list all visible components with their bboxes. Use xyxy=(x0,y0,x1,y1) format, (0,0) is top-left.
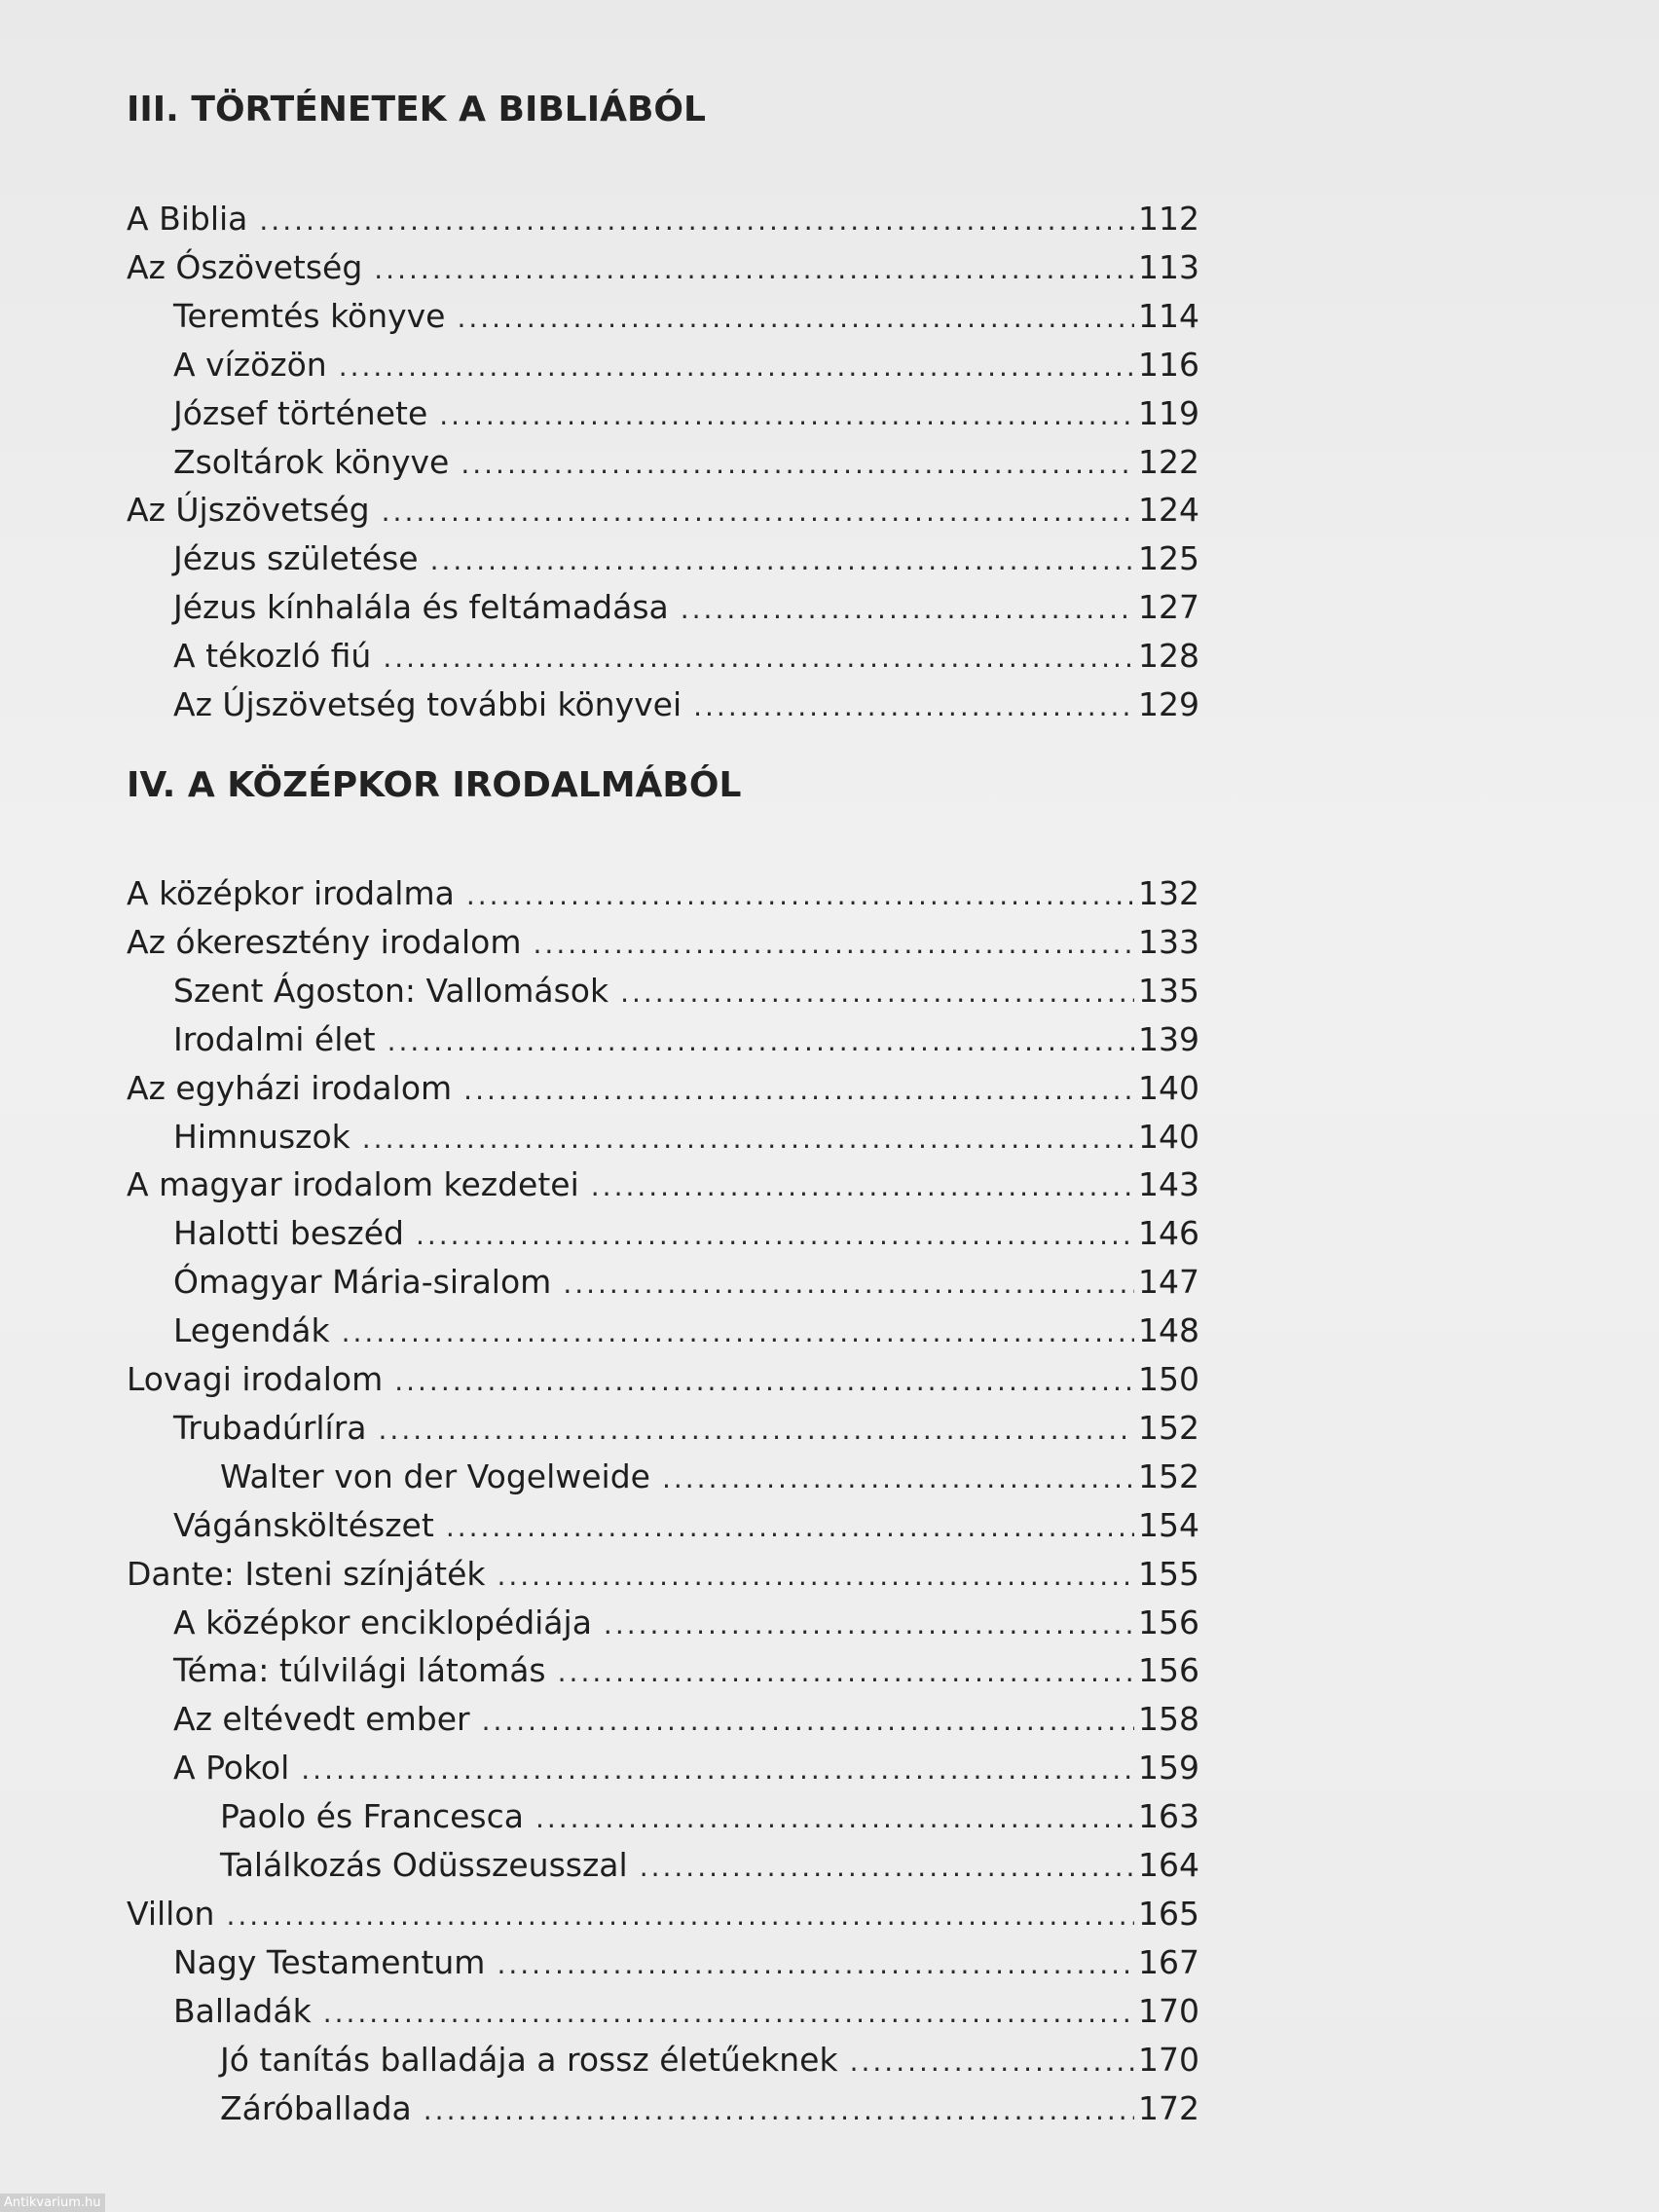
toc-entry-page: 170 xyxy=(1138,2041,1199,2079)
toc-entry-page: 125 xyxy=(1138,539,1199,577)
dot-leader xyxy=(382,496,1134,528)
toc-entry-title: Himnuszok xyxy=(173,1118,350,1156)
toc-entry-page: 156 xyxy=(1138,1604,1199,1641)
dot-leader xyxy=(640,1851,1134,1883)
toc-entry[interactable] xyxy=(173,685,1199,728)
toc-entry-page: 129 xyxy=(1138,685,1199,723)
toc-entry-page: 127 xyxy=(1138,588,1199,626)
toc-entry[interactable] xyxy=(220,1846,1199,1889)
toc-entry-page: 167 xyxy=(1138,1943,1199,1981)
toc-entry-page: 170 xyxy=(1138,1992,1199,2030)
toc-entry-page: 116 xyxy=(1138,346,1199,384)
toc-entry-page: 139 xyxy=(1138,1020,1199,1058)
toc-entry-page: 122 xyxy=(1138,443,1199,481)
toc-entry[interactable] xyxy=(220,1797,1199,1840)
toc-entry-page: 128 xyxy=(1138,637,1199,675)
toc-entry[interactable] xyxy=(127,1165,1199,1208)
toc-entry-title: Jézus kínhalála és feltámadása xyxy=(173,588,669,626)
toc-entry-page: 163 xyxy=(1138,1797,1199,1835)
toc-entry[interactable] xyxy=(173,346,1199,388)
toc-entry-title: A középkor enciklopédiája xyxy=(173,1604,592,1641)
dot-leader xyxy=(383,642,1134,674)
section-heading: III. TÖRTÉNETEK A BIBLIÁBÓL xyxy=(127,90,706,129)
toc-entry[interactable] xyxy=(127,248,1199,291)
toc-entry[interactable] xyxy=(173,1749,1199,1791)
dot-leader xyxy=(226,1899,1134,1932)
toc-entry-title: A középkor irodalma xyxy=(127,874,455,912)
dot-leader xyxy=(497,1948,1134,1980)
toc-entry-page: 147 xyxy=(1138,1263,1199,1301)
toc-entry-page: 113 xyxy=(1138,248,1199,286)
dot-leader xyxy=(461,448,1134,480)
toc-entry[interactable] xyxy=(173,1311,1199,1354)
dot-leader xyxy=(339,350,1134,383)
dot-leader xyxy=(342,1316,1134,1348)
toc-entry-page: 140 xyxy=(1138,1118,1199,1156)
toc-entry-title: Záróballada xyxy=(220,2089,412,2127)
toc-entry[interactable] xyxy=(220,2041,1199,2083)
toc-entry[interactable] xyxy=(127,1895,1199,1937)
toc-entry-page: 158 xyxy=(1138,1700,1199,1738)
dot-leader xyxy=(446,1511,1134,1543)
dot-leader xyxy=(323,1997,1134,2029)
dot-leader xyxy=(620,977,1134,1009)
toc-entry[interactable] xyxy=(127,491,1199,534)
toc-entry-title: Halotti beszéd xyxy=(173,1214,404,1252)
toc-entry-title: Trubadúrlíra xyxy=(173,1409,367,1447)
toc-entry-title: Balladák xyxy=(173,1992,312,2030)
dot-leader xyxy=(604,1608,1134,1641)
toc-entry-title: Zsoltárok könyve xyxy=(173,443,450,481)
toc-entry-title: Ómagyar Mária-siralom xyxy=(173,1263,552,1301)
toc-entry-title: Téma: túlvilági látomás xyxy=(173,1651,546,1689)
dot-leader xyxy=(424,2094,1134,2126)
toc-entry-page: 119 xyxy=(1138,394,1199,432)
toc-entry-page: 156 xyxy=(1138,1651,1199,1689)
toc-entry-title: József története xyxy=(173,394,428,432)
toc-entry-title: Jézus születése xyxy=(173,539,419,577)
toc-entry-page: 155 xyxy=(1138,1555,1199,1593)
toc-entry[interactable] xyxy=(173,539,1199,582)
toc-entry-title: Teremtés könyve xyxy=(173,297,446,335)
toc-entry-page: 164 xyxy=(1138,1846,1199,1884)
dot-leader xyxy=(466,879,1134,911)
toc-entry[interactable] xyxy=(173,443,1199,486)
toc-entry[interactable] xyxy=(173,972,1199,1014)
dot-leader xyxy=(662,1462,1134,1494)
toc-entry[interactable] xyxy=(173,394,1199,437)
toc-entry-title: A Pokol xyxy=(173,1749,290,1787)
toc-entry-title: Villon xyxy=(127,1895,215,1933)
toc-entry-title: Az ókeresztény irodalom xyxy=(127,923,522,961)
toc-entry-title: Vágánsköltészet xyxy=(173,1506,434,1544)
toc-entry[interactable] xyxy=(173,1604,1199,1646)
toc-entry[interactable] xyxy=(173,637,1199,680)
toc-entry-page: 135 xyxy=(1138,972,1199,1010)
toc-entry-page: 152 xyxy=(1138,1457,1199,1495)
toc-entry-page: 114 xyxy=(1138,297,1199,335)
toc-entry-title: Nagy Testamentum xyxy=(173,1943,486,1981)
dot-leader xyxy=(591,1170,1134,1202)
toc-entry[interactable] xyxy=(173,1409,1199,1452)
toc-entry-page: 165 xyxy=(1138,1895,1199,1933)
dot-leader xyxy=(430,544,1134,576)
toc-entry[interactable] xyxy=(127,874,1199,917)
toc-entry-title: A tékozló fiú xyxy=(173,637,372,675)
toc-entry-title: Jó tanítás balladája a rossz életűeknek xyxy=(220,2041,838,2079)
toc-entry-title: Az eltévedt ember xyxy=(173,1700,470,1738)
toc-entry[interactable] xyxy=(127,1360,1199,1403)
dot-leader xyxy=(482,1705,1134,1737)
dot-leader xyxy=(463,1074,1134,1106)
dot-leader xyxy=(681,593,1134,625)
toc-entry-title: Az Újszövetség további könyvei xyxy=(173,685,682,723)
toc-entry-title: Legendák xyxy=(173,1311,330,1349)
toc-entry[interactable] xyxy=(173,1506,1199,1549)
toc-entry-page: 148 xyxy=(1138,1311,1199,1349)
toc-entry[interactable] xyxy=(220,1457,1199,1500)
toc-entry[interactable] xyxy=(127,1555,1199,1598)
toc-entry-title: Walter von der Vogelweide xyxy=(220,1457,650,1495)
dot-leader xyxy=(850,2046,1134,2078)
toc-entry-title: A Biblia xyxy=(127,200,248,238)
toc-entry-title: Irodalmi élet xyxy=(173,1020,376,1058)
toc-entry-title: Az Újszövetség xyxy=(127,491,370,529)
toc-entry[interactable] xyxy=(173,1214,1199,1257)
toc-entry-page: 159 xyxy=(1138,1749,1199,1787)
toc-entry-page: 140 xyxy=(1138,1069,1199,1107)
toc-entry[interactable] xyxy=(173,1020,1199,1063)
toc-entry-title: A magyar irodalom kezdetei xyxy=(127,1165,579,1203)
dot-leader xyxy=(416,1219,1134,1251)
toc-entry[interactable] xyxy=(127,200,1199,242)
toc-entry-title: Az Ószövetség xyxy=(127,248,363,286)
dot-leader xyxy=(439,399,1134,431)
toc-entry-title: Szent Ágoston: Vallomások xyxy=(173,972,609,1010)
toc-entry[interactable] xyxy=(173,297,1199,340)
toc-entry[interactable] xyxy=(173,1118,1199,1161)
dot-leader xyxy=(693,690,1134,722)
dot-leader xyxy=(497,1560,1134,1592)
dot-leader xyxy=(457,302,1134,334)
toc-entry-title: Találkozás Odüsszeusszal xyxy=(220,1846,628,1884)
dot-leader xyxy=(362,1123,1134,1155)
dot-leader xyxy=(374,253,1134,285)
toc-entry-page: 124 xyxy=(1138,491,1199,529)
toc-entry[interactable] xyxy=(173,588,1199,631)
toc-entry-page: 154 xyxy=(1138,1506,1199,1544)
dot-leader xyxy=(301,1753,1134,1786)
watermark-label: Antikvarium.hu xyxy=(0,2194,105,2212)
dot-leader xyxy=(387,1025,1134,1057)
section-heading: IV. A KÖZÉPKOR IRODALMÁBÓL xyxy=(127,765,742,805)
toc-entry-page: 143 xyxy=(1138,1165,1199,1203)
dot-leader xyxy=(534,928,1134,960)
dot-leader xyxy=(379,1414,1134,1446)
toc-entry-page: 146 xyxy=(1138,1214,1199,1252)
toc-entry-page: 132 xyxy=(1138,874,1199,912)
dot-leader xyxy=(558,1656,1134,1688)
toc-entry[interactable] xyxy=(173,1943,1199,1986)
dot-leader xyxy=(535,1802,1134,1834)
toc-entry[interactable] xyxy=(220,2089,1199,2132)
dot-leader xyxy=(563,1268,1134,1300)
toc-entry[interactable] xyxy=(173,1700,1199,1743)
toc-entry[interactable] xyxy=(127,1069,1199,1112)
toc-entry[interactable] xyxy=(173,1992,1199,2035)
toc-entry-page: 150 xyxy=(1138,1360,1199,1398)
toc-entry-title: Dante: Isteni színjáték xyxy=(127,1555,486,1593)
toc-entry-title: Lovagi irodalom xyxy=(127,1360,384,1398)
toc-entry-page: 152 xyxy=(1138,1409,1199,1447)
dot-leader xyxy=(259,204,1134,237)
toc-entry-title: A vízözön xyxy=(173,346,327,384)
toc-entry-page: 172 xyxy=(1138,2089,1199,2127)
toc-entry[interactable] xyxy=(173,1651,1199,1694)
toc-entry-title: Paolo és Francesca xyxy=(220,1797,524,1835)
toc-entry[interactable] xyxy=(127,923,1199,966)
toc-entry[interactable] xyxy=(173,1263,1199,1306)
toc-entry-page: 112 xyxy=(1138,200,1199,238)
toc-entry-title: Az egyházi irodalom xyxy=(127,1069,453,1107)
dot-leader xyxy=(394,1365,1134,1397)
toc-entry-page: 133 xyxy=(1138,923,1199,961)
